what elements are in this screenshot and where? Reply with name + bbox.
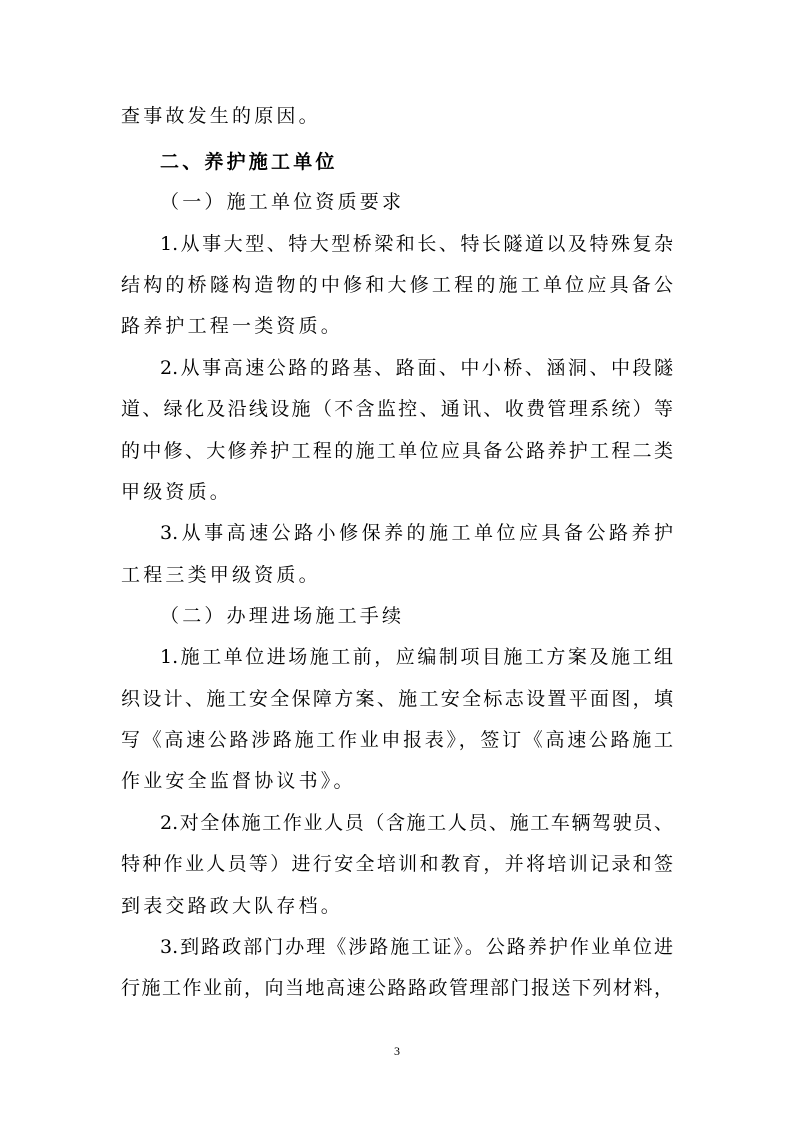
text-line: 路养护工程一类资质。: [121, 315, 344, 337]
text-line: 1.从事大型、特大型桥梁和长、特长隧道以及特殊复杂: [160, 233, 673, 255]
text-line: 甲级资质。: [121, 481, 233, 503]
text-line: 的中修、大修养护工程的施工单位应具备公路养护工程二类: [121, 440, 673, 462]
text-line: 特种作业人员等）进行安全培训和教育，并将培训记录和签: [121, 853, 673, 875]
text-line: 作业安全监督协议书》。: [121, 770, 356, 792]
text-line: 到表交路政大队存档。: [121, 895, 344, 917]
section-heading: 二、养护施工单位: [160, 151, 338, 173]
text-line: 写《高速公路涉路施工作业申报表》，签订《高速公路施工: [121, 729, 673, 751]
text-line: 2.对全体施工作业人员（含施工人员、施工车辆驾驶员、: [160, 812, 673, 834]
text-line: 查事故发生的原因。: [121, 105, 321, 127]
subsection-heading: （一）施工单位资质要求: [160, 191, 405, 213]
text-line: 结构的桥隧构造物的中修和大修工程的施工单位应具备公: [121, 274, 673, 296]
text-line: 工程三类甲级资质。: [121, 564, 321, 586]
text-line: 3.从事高速公路小修保养的施工单位应具备公路养护: [160, 522, 673, 544]
page-number: 3: [394, 1044, 400, 1058]
text-line: 道、绿化及沿线设施（不含监控、通讯、收费管理系统）等: [121, 398, 673, 420]
subsection-heading: （二）办理进场施工手续: [160, 605, 405, 627]
text-line: 3.到路政部门办理《涉路施工证》。公路养护作业单位进: [160, 936, 673, 958]
text-line: 行施工作业前，向当地高速公路路政管理部门报送下列材料，: [121, 977, 673, 999]
text-line: 织设计、施工安全保障方案、施工安全标志设置平面图，填: [121, 688, 673, 710]
text-line: 1.施工单位进场施工前，应编制项目施工方案及施工组: [160, 646, 673, 668]
text-line: 2.从事高速公路的路基、路面、中小桥、涵洞、中段隧: [160, 357, 673, 379]
